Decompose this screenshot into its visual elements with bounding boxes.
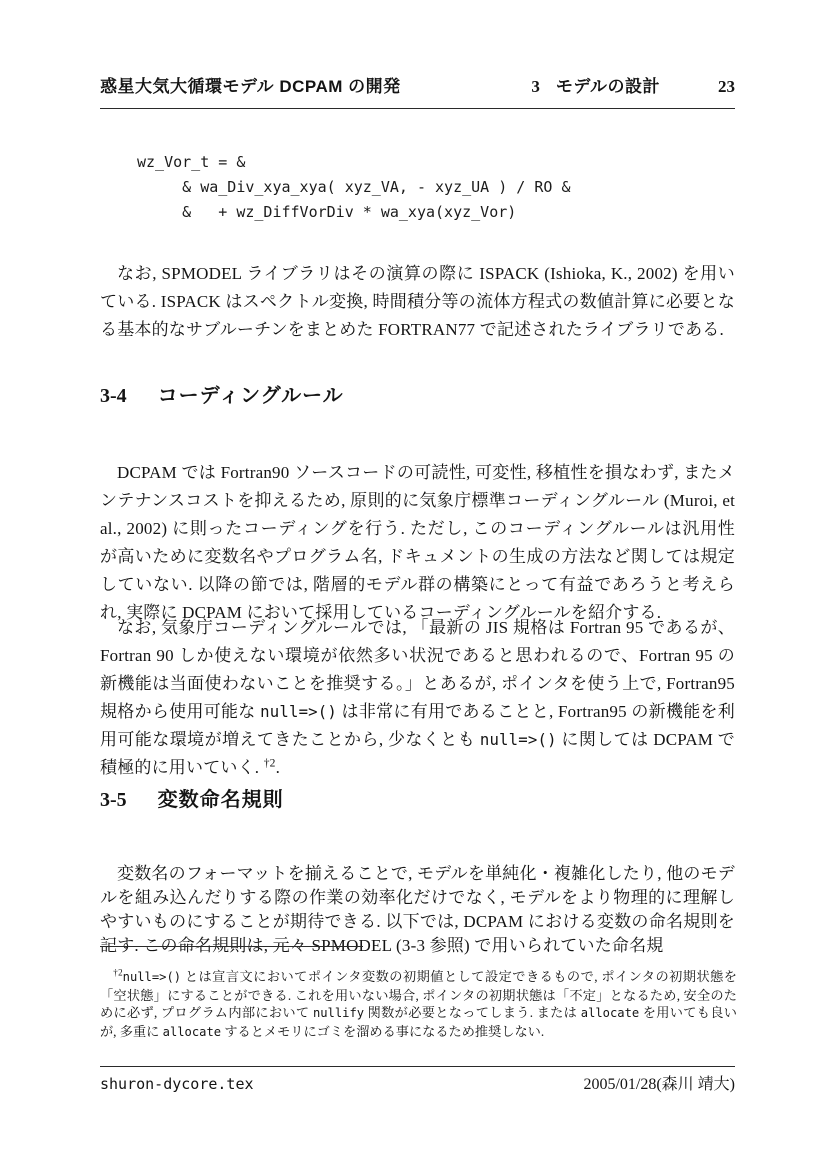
running-title: 惑星大気大循環モデル DCPAM の開発 bbox=[100, 77, 401, 96]
footnote-rule bbox=[100, 946, 363, 947]
section-heading-3-4 bbox=[100, 383, 735, 409]
paragraph-ispack: なお, SPMODEL ライブラリはその演算の際に ISPACK (Ishioka, K., 2002) を用いている. ISPACK はスペクトル変換, 時間積分等の流体方程式の数値計算に必要となる基本的なサブルーチンをまとめた FORTRAN77 で記述されたライブラリである. bbox=[100, 264, 735, 339]
paragraph-naming: 変数名のフォーマットを揃えることで, モデルを単純化・複雑化したり, 他のモデルを組み込んだりする際の作業の効率化だけでなく, モデルをより物理的に理解しやすいものにすることが期待できる. 以下では, DCPAM における変数の命名規則を記す. この命名規則は, 元々 SPMODEL (3-3 参照) で用いられていた命名規 bbox=[100, 864, 735, 955]
running-header bbox=[100, 76, 735, 109]
paragraph-null-pointer: なお, 気象庁コーディングルールでは, 「最新の JIS 規格は Fortran 95 であるが、Fortran 90 しか使えない環境が依然多い状況であると思われるので、Fortran 95 の新機能は当面使わないことを推奨する。」とあるが, ポインタを使う上で, Fortran95 規格から使用可能な null=>() は非常に有用であることと, Fortran95 の新機能を利用可能な環境が増えてきたことから, 少なくとも null=>() に関しては DCPAM で積極的に用いていく. $^{\dagger 2}$. bbox=[100, 618, 736, 777]
section-number: 3-4 bbox=[100, 385, 127, 407]
page-footer bbox=[100, 1074, 735, 1095]
header-section-name: モデルの設計 bbox=[555, 77, 660, 96]
section-heading-3-5 bbox=[100, 787, 735, 813]
section-title: 変数命名規則 bbox=[157, 789, 284, 811]
section-title: コーディングルール bbox=[157, 385, 344, 407]
fortran-code-block: wz_Vor_t = & & wa_Div_xya_xya( xyz_VA, - xyz_UA ) / RO & & + wz_DiffVorDiv * wa_xya(xyz_Vor) bbox=[137, 153, 571, 221]
footnote: $^{\dagger 2}$null=>() とは宣言文においてポインタ変数の初期値として設定できるもので, ポインタの初期状態を「空状態」にすることができる. これを用いない場合, ポインタの初期状態は「不定」となるため, 安全のために必ず, プログラム内部において nullify 関数が必要となってしまう. または allocate を用いても良いが, 多重に allocate するとメモリにゴミを溜める事になるため推奨しない. bbox=[100, 967, 737, 1039]
header-section-number: 3 bbox=[531, 77, 540, 96]
footer-rule bbox=[100, 1066, 735, 1067]
section-number: 3-5 bbox=[100, 789, 127, 811]
page-number: 23 bbox=[718, 77, 735, 96]
running-header-right bbox=[531, 76, 735, 98]
footer-date-author: 2005/01/28(森川 靖大) bbox=[583, 1076, 735, 1093]
paragraph-coding-rule: DCPAM では Fortran90 ソースコードの可読性, 可変性, 移植性を損なわず, またメンテナンスコストを抑えるため, 原則的に気象庁標準コーディングルール (Muroi, et al., 2002) に則ったコーディングを行う. ただし, このコーディングルールは汎用性が高いために変数名やプログラム名, ドキュメントの生成の方法など関しては規定していない. 以降の節では, 階層的モデル群の構築にとって有益であろうと考えられ, 実際に DCPAM において採用しているコーディングルールを紹介する. bbox=[100, 463, 735, 622]
footer-filename: shuron-dycore.tex bbox=[100, 1075, 254, 1093]
